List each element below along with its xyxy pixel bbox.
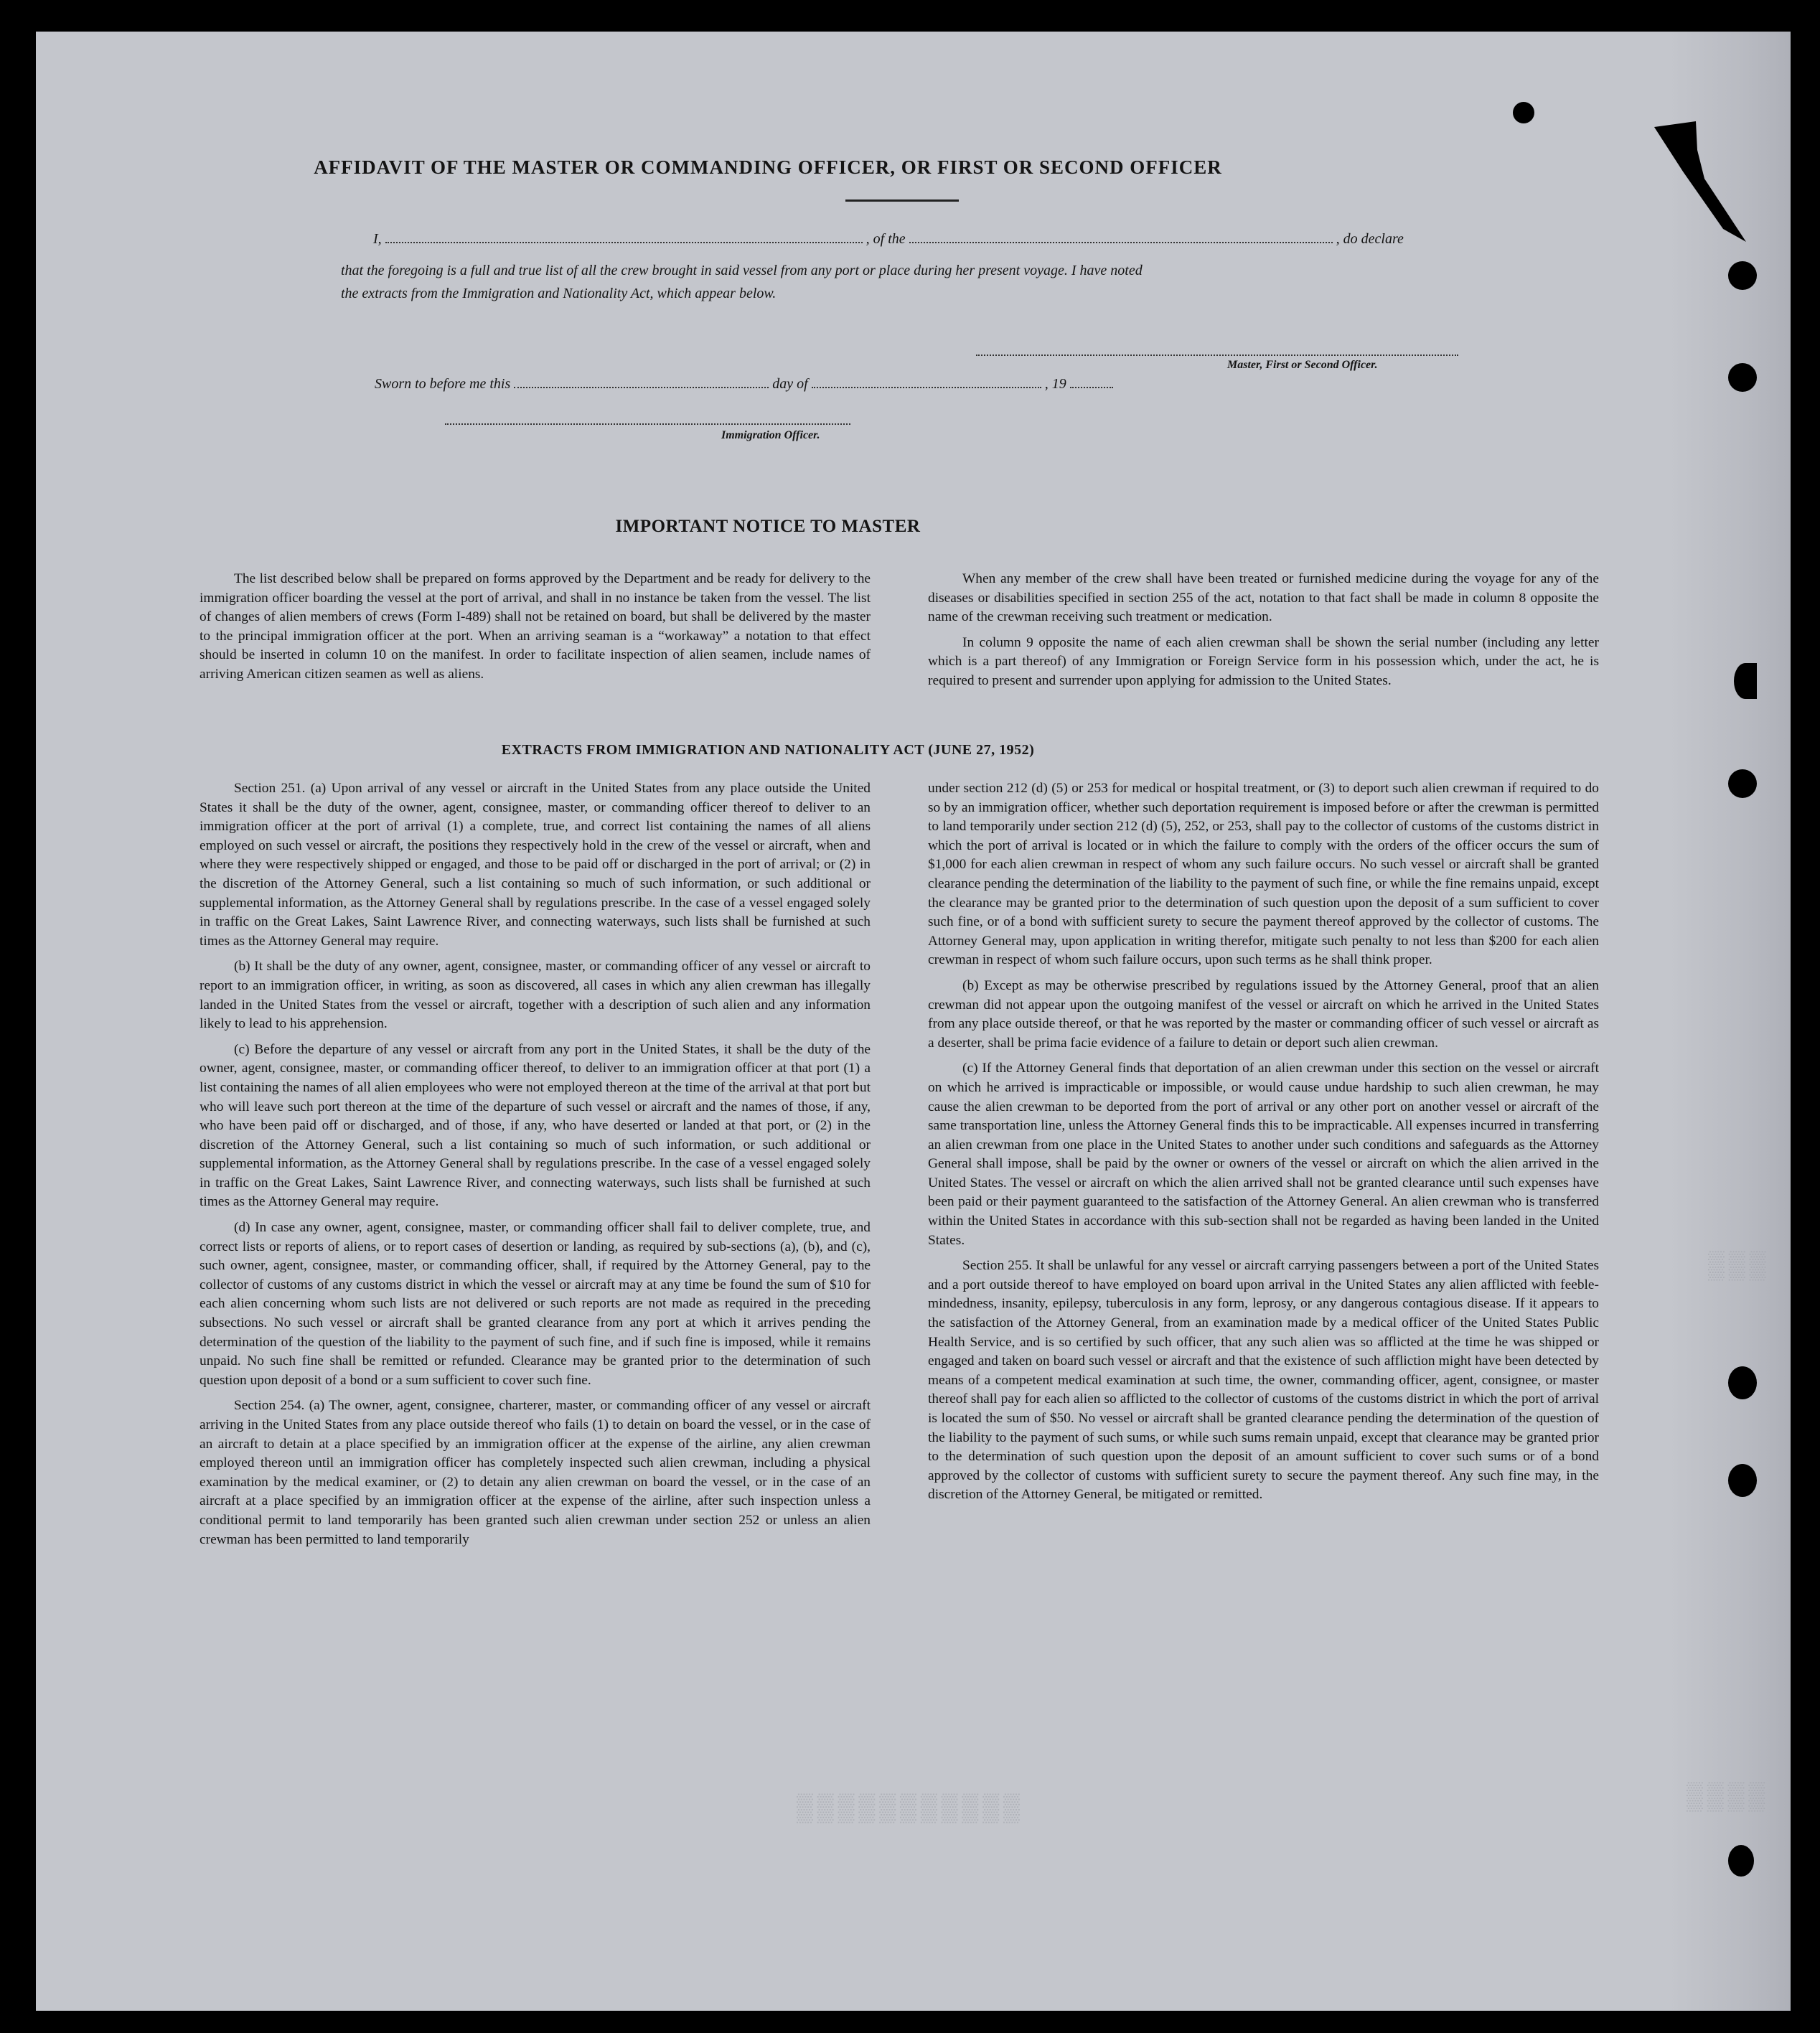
document-page: [36, 32, 1791, 2011]
extracts-right-column: [928, 779, 1599, 1511]
bleed-through-mark: ▒▒▒: [1708, 1252, 1770, 1282]
sworn-year-label: , 19: [1044, 376, 1066, 392]
vessel-blank: [909, 242, 1333, 243]
page-margin-band: [1669, 32, 1791, 2011]
sworn-prefix: Sworn to before me this: [375, 376, 511, 392]
sworn-month-blank: [812, 387, 1041, 388]
punch-hole: [1728, 1366, 1757, 1399]
section-251-d: (d) In case any owner, agent, consignee, master, or commanding officer shall fail to deliver complete, true, and correct lists or reports of aliens, or to report cases of desertion or landing, as required by sub-sections (a), (b), and (c), such owner, agent, consignee, master, or commanding officer, shall, if required by the Attorney General, pay to the collector of customs of any customs district in which the vessel or aircraft may at any time be found the sum of $10 for each alien concerning whom such lists are not delivered or such reports are not made as required in the preceding subsections. No such vessel or aircraft shall be granted clearance from any port at which it arrives pending the determination of the question of the liability to the payment of such fine, and if such fine is imposed, while it remains unpaid. No such fine shall be remitted or refunded. Clearance may be granted prior to the determination of such question upon deposit of a bond or a sum sufficient to cover such fine.: [200, 1220, 871, 1388]
punch-hole: [1734, 663, 1757, 699]
officer-signature-line: [445, 423, 850, 425]
section-254-b: (b) Except as may be otherwise prescribed by regulations issued by the Attorney General, proof that an alien crewman did not appear upon the outgoing manifest of the vessel or aircraft on which he arrived in the United States from any place outside thereof, or that he was reported by the master or commanding officer of such vessel or aircraft as a deserter, shall be prima facie evidence of a failure to detain or deport such alien crewman.: [928, 977, 1599, 1051]
master-signature-line: [976, 355, 1458, 356]
affidavit-i: I,: [373, 231, 382, 247]
extracts-heading: EXTRACTS FROM IMMIGRATION AND NATIONALITY ACT (JUNE 27, 1952): [501, 742, 1035, 758]
punch-hole: [1728, 363, 1757, 392]
section-255: Section 255. It shall be unlawful for any vessel or aircraft carrying passengers between a port of the United States and a port outside thereof to have employed on board upon arrival in the United States any alien afflicted with feeble-mindedness, insanity, epilepsy, tuberculosis in any form, leprosy, or any dangerous contagious disease. If it appears to the satisfaction of the Attorney General, from an examination made by a medical officer of the United States Public Health Service, and is so certified by such officer, that any such alien was so afflicted at the time he was shipped or engaged and taken on board such vessel or aircraft and that the existence of such affliction might have been detected by means of a competent medical examination at such time, the owner, commanding officer, agent, consignee, or master thereof shall pay for each alien so afflicted to the collector of customs of the customs district in which the port of arrival is located the sum of $50. No vessel or aircraft shall be granted clearance pending the determination of the question of the liability to the payment of such sums, or while such sums remain unpaid, except that clearance may be granted prior to the determination of such question upon the deposit of an amount sufficient to cover such sums or of a bond approved by the collector of customs with sufficient surety to secure the payment thereof. Any such fine may, in the discretion of the Attorney General, be mitigated or remitted.: [928, 1258, 1599, 1503]
notice-paragraph: When any member of the crew shall have been treated or furnished medicine during the voyage for any of the diseases or disabilities specified in section 255 of the act, notation to that fact shall be made in column 8 opposite the name of the crewman receiving such treatment or medication.: [928, 571, 1599, 625]
punch-hole: [1728, 1464, 1757, 1497]
bleed-through-mark: ▒▒▒▒: [1687, 1783, 1770, 1813]
officer-signature-caption: Immigration Officer.: [721, 429, 820, 441]
section-251-c: (c) Before the departure of any vessel or aircraft from any port in the United States, it shall be the duty of the owner, agent, consignee, master, or commanding officer thereof, to deliver to an immigration officer at that port (1) a list containing the names of all alien employees who were not employed thereon at the time of the arrival at that port but who will leave such port thereon at the time of the departure of such vessel or aircraft and the names of those, if any, who have been paid off or discharged, and of those, if any, who have deserted or landed at that port, or (2) in the discretion of the Attorney General, such a list containing so much of such information, or such additional or supplemental information, as the Attorney General shall by regulations prescribe. In the case of a vessel engaged solely in traffic on the Great Lakes, Saint Lawrence River, and connecting waterways, such lists shall be furnished at such times as the Attorney General may require.: [200, 1041, 871, 1210]
sworn-year-blank: [1070, 387, 1113, 388]
notice-left-column: [200, 570, 871, 691]
sworn-day-label: day of: [772, 376, 808, 392]
affidavit-line-2: that the foregoing is a full and true list of all the crew brought in said vessel from any port or place during her present voyage. I have noted: [341, 263, 1143, 278]
punch-hole: [1513, 102, 1534, 123]
do-declare-label: , do declare: [1336, 231, 1404, 247]
sworn-date-blank: [514, 387, 769, 388]
notice-right-column: [928, 570, 1599, 698]
section-251-a: Section 251. (a) Upon arrival of any vessel or aircraft in the United States from any place outside the United States it shall be the duty of the owner, agent, consignee, master, or commanding officer thereof to deliver to an immigration officer at the port of arrival (1) a complete, true, and correct list containing the names of all aliens employed on such vessel or aircraft, the positions they respectively hold in the crew of the vessel or aircraft, when and where they were respectively shipped or engaged, and those to be paid off or discharged in the port of arrival; or (2) in the discretion of the Attorney General, such a list containing so much of such information, or such additional or supplemental information, as the Attorney General shall by regulations prescribe. In the case of a vessel engaged solely in traffic on the Great Lakes, Saint Lawrence River, and connecting waterways, such lists shall be furnished at such times as the Attorney General may require.: [200, 781, 871, 949]
extracts-left-column: [200, 779, 871, 1556]
punch-hole: [1728, 769, 1757, 798]
section-254-c: (c) If the Attorney General finds that deportation of an alien crewman under this section on the vessel or aircraft on which he arrived is impracticable or impossible, or would cause undue hardship to such alien crewman, he may cause the alien crewman to be deported from the port of arrival or any other port on another vessel or aircraft of the same transportation line, unless the Attorney General finds this to be impracticable. All expenses incurred in transferring an alien crewman from one place in the United States to another under such conditions and safeguards as the Attorney General shall impose, shall be paid by the owner or owners of the vessel or aircraft on which the alien arrived in the United States. The vessel or aircraft on which the alien arrived shall not be granted clearance until such expenses have been paid or their payment guaranteed to the satisfaction of the Attorney General. An alien crewman who is transferred within the United States in accordance with this sub-section shall not be regarded as having been landed in the United States.: [928, 1061, 1599, 1248]
punch-hole: [1728, 261, 1757, 290]
punch-hole: [1728, 1845, 1754, 1877]
torn-corner-mark: [1654, 121, 1748, 243]
name-blank: [385, 242, 863, 243]
notice-paragraph: The list described below shall be prepared on forms approved by the Department and be ready for delivery to the immigration officer boarding the vessel at the port of arrival, and shall in no instance be taken from the vessel. The list of changes of alien members of crews (Form I-489) shall not be retained on board, but shall be delivered by the master to the principal immigration officer at the port. When an arriving seaman is a “workaway” a notation to that effect should be inserted in column 10 on the manifest. In order to facilitate inspection of alien seamen, include names of arriving American citizen seamen as well as aliens.: [200, 571, 871, 682]
section-251-b: (b) It shall be the duty of any owner, agent, consignee, master, or commanding officer of any vessel or aircraft to report to an immigration officer, in writing, as soon as discovered, all cases in which any alien crewman has illegally landed in the United States from the vessel or aircraft, together with a description of such alien and any information likely to lead to his apprehension.: [200, 959, 871, 1032]
bleed-through-mark: ▒▒▒▒▒▒▒▒▒▒▒: [797, 1794, 1024, 1825]
notice-heading: IMPORTANT NOTICE TO MASTER: [615, 517, 921, 536]
affidavit-title: AFFIDAVIT OF THE MASTER OR COMMANDING OFFICER, OR FIRST OR SECOND OFFICER: [314, 156, 1222, 178]
affidavit-line-3: the extracts from the Immigration and Nationality Act, which appear below.: [341, 286, 777, 301]
section-254-a-continued: under section 212 (d) (5) or 253 for medical or hospital treatment, or (3) to deport such alien crewman if required to do so by an immigration officer, whether such deportation requirement is imposed before or after the crewman is permitted to land temporarily under section 212 (d) (5), 252, or 253, shall pay to the collector of customs of the customs district in which the port of arrival is located or in which the failure to comply with the orders of the officer occurs the sum of $1,000 for each alien crewman in respect of whom any such failure occurs. No such vessel or aircraft shall be granted clearance pending the determination of the liability to the payment of such fine, or while the fine remains unpaid, except the clearance may be granted prior to the determination of such question upon the deposit of a sum sufficient to cover such fine, or of a bond with sufficient surety to secure the payment thereof approved by the collector of customs. The Attorney General may, upon application in writing therefor, mitigate such penalty to not less than $200 for each alien crewman in respect of whom such failure occurs, upon such terms as he shall think proper.: [928, 781, 1599, 968]
master-signature-caption: Master, First or Second Officer.: [1227, 359, 1378, 371]
sworn-line: [375, 376, 1236, 393]
notice-paragraph: In column 9 opposite the name of each alien crewman shall be shown the serial number (including any letter which is a part thereof) of any Immigration or Foreign Service form in his possession which, under the act, he is required to present and surrender upon applying for admission to the United States.: [928, 634, 1599, 688]
title-rule: [845, 199, 959, 202]
of-the-label: , of the: [866, 231, 906, 247]
affidavit-line-1: [373, 231, 1507, 248]
section-254-a: Section 254. (a) The owner, agent, consignee, charterer, master, or commanding officer of any vessel or aircraft arriving in the United States from any place outside thereof who fails (1) to detain on board the vessel, or in the case of an aircraft to detain at a place specified by an immigration officer at the expense of the airline, any alien crewman employed thereon until an immigration officer has completely inspected such alien crewman, including a physical examination by the medical examiner, or (2) to detain any alien crewman on board the vessel, or in the case of an aircraft at a place specified by an immigration officer at the expense of the airline, after such inspection unless a conditional permit to land temporarily has been granted such alien crewman under section 252 or unless an alien crewman has been permitted to land temporarily: [200, 1398, 871, 1547]
